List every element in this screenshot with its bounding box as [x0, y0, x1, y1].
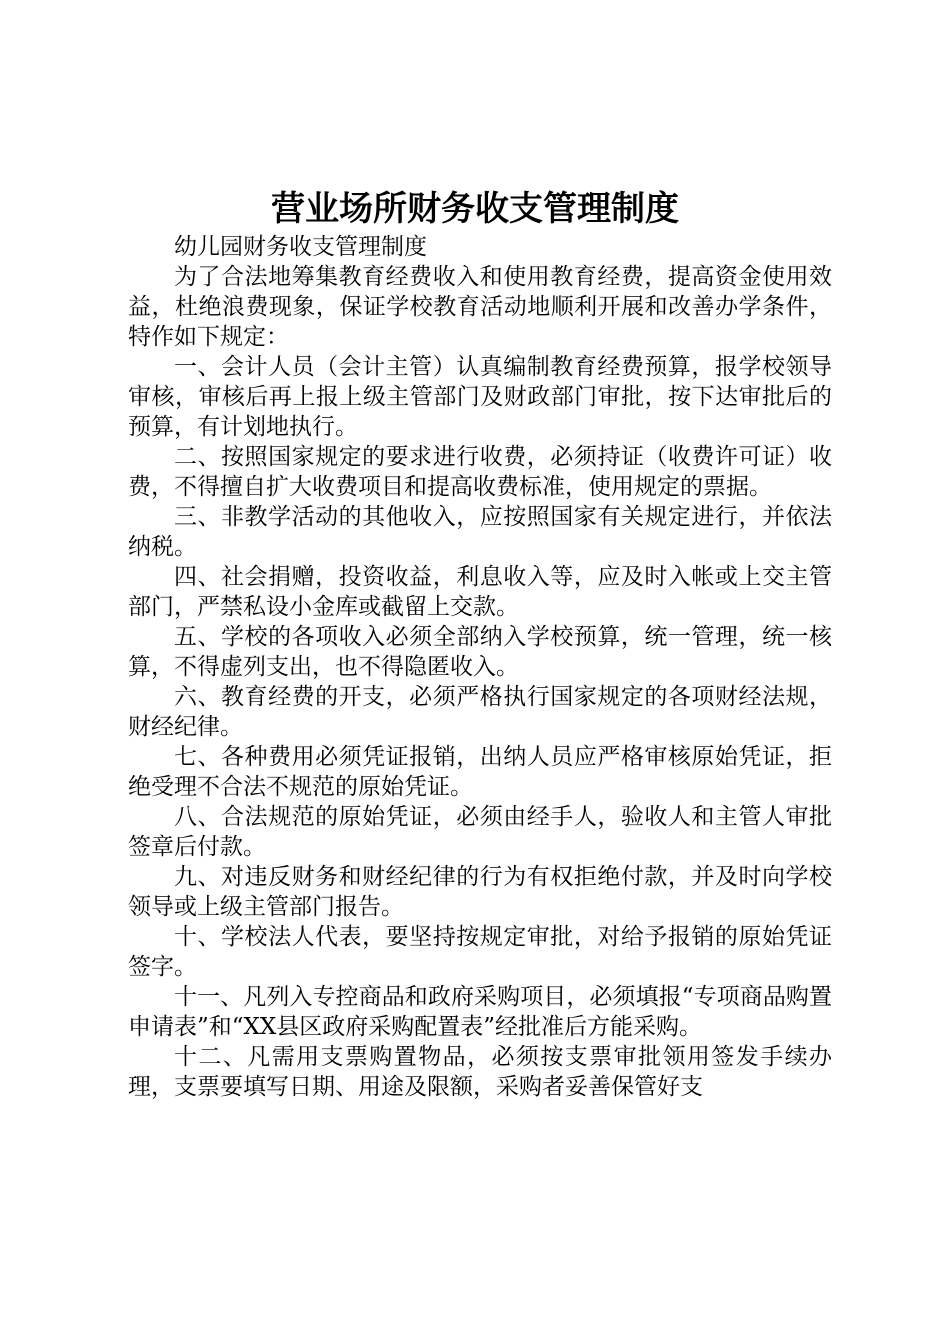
paragraph: 六、教育经费的开支，必须严格执行国家规定的各项财经法规，财经纪律。	[128, 684, 832, 740]
paragraph: 十一、凡列入专控商品和政府采购项目，必须填报“专项商品购置申请表”和“XX县区政府采购配置表”经批准后方能采购。	[128, 984, 832, 1040]
paragraph: 九、对违反财务和财经纪律的行为有权拒绝付款，并及时向学校领导或上级主管部门报告。	[128, 864, 832, 920]
paragraph: 七、各种费用必须凭证报销，出纳人员应严格审核原始凭证，拒绝受理不合法不规范的原始凭证。	[128, 744, 832, 800]
paragraph: 幼儿园财务收支管理制度	[174, 234, 427, 260]
paragraph: 三、非教学活动的其他收入，应按照国家有关规定进行，并依法纳税。	[128, 504, 832, 560]
document-body	[128, 232, 832, 1102]
paragraph: 十、学校法人代表，要坚持按规定审批，对给予报销的原始凭证签字。	[128, 924, 832, 980]
paragraph: 五、学校的各项收入必须全部纳入学校预算，统一管理，统一核算，不得虚列支出，也不得隐匿收入。	[128, 624, 832, 680]
document-title: 营业场所财务收支管理制度	[271, 189, 679, 229]
paragraph: 四、社会捐赠，投资收益，利息收入等，应及时入帐或上交主管部门，严禁私设小金库或截留上交款。	[128, 564, 832, 620]
paragraph: 二、按照国家规定的要求进行收费，必须持证（收费许可证）收费，不得擅自扩大收费项目和提高收费标准，使用规定的票据。	[128, 444, 832, 500]
paragraph: 八、合法规范的原始凭证，必须由经手人，验收人和主管人审批签章后付款。	[128, 804, 832, 860]
paragraph: 一、会计人员（会计主管）认真编制教育经费预算，报学校领导审核，审核后再上报上级主管部门及财政部门审批，按下达审批后的预算，有计划地执行。	[128, 354, 832, 440]
paragraph: 十二、凡需用支票购置物品，必须按支票审批领用签发手续办理，支票要填写日期、用途及限额，采购者妥善保管好支	[128, 1044, 832, 1100]
paragraph: 为了合法地筹集教育经费收入和使用教育经费，提高资金使用效益，杜绝浪费现象，保证学校教育活动地顺利开展和改善办学条件，特作如下规定：	[128, 264, 832, 350]
